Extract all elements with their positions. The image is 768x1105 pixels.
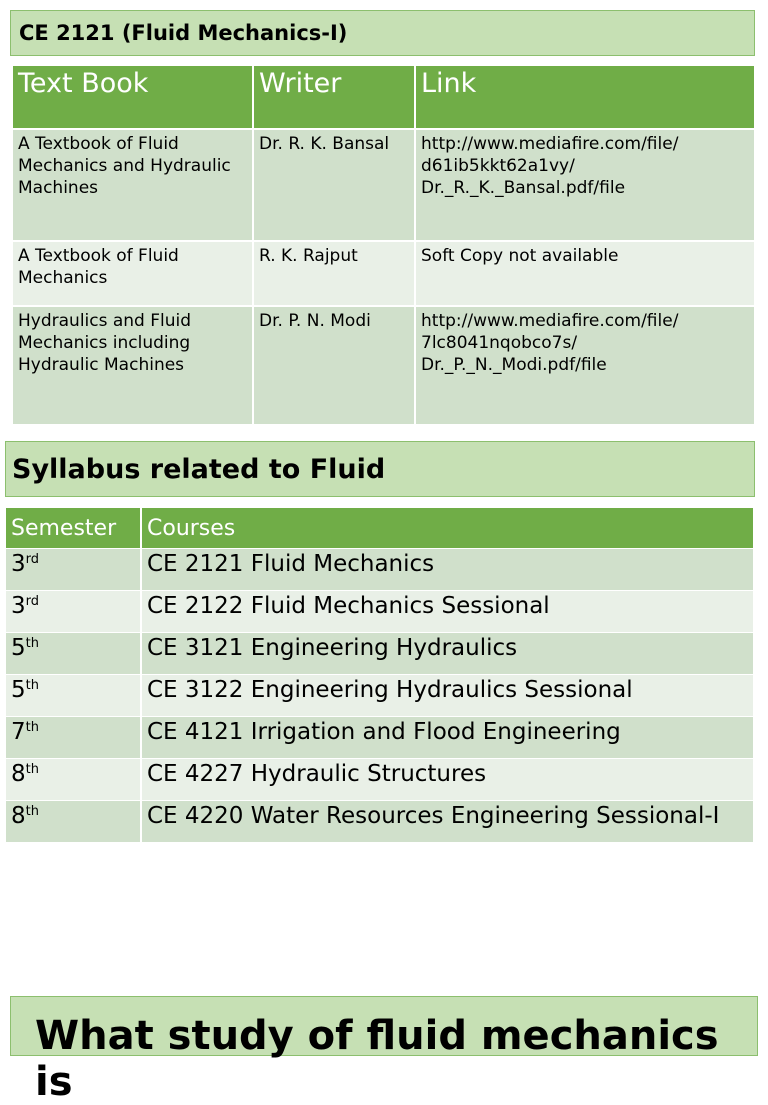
header-courses: Courses — [141, 508, 754, 549]
book-link-line: Soft Copy not available — [421, 246, 619, 266]
semester-suffix: rd — [25, 594, 40, 609]
semester-cell — [6, 801, 141, 843]
book-link-line[interactable]: http://www.mediafire.com/file/ — [421, 134, 679, 154]
course-cell: CE 2121 Fluid Mechanics — [141, 549, 754, 591]
table-row — [13, 129, 755, 241]
semester-number: 3 — [11, 551, 26, 577]
book-link-line[interactable]: 7lc8041nqobco7s/ — [421, 333, 578, 353]
header-link: Link — [415, 66, 755, 129]
semester-cell — [6, 675, 141, 717]
book-writer: Dr. R. K. Bansal — [253, 129, 415, 241]
book-link-line[interactable]: Dr._R._K._Bansal.pdf/file — [421, 178, 626, 198]
book-title: A Textbook of Fluid Mechanics — [13, 241, 253, 306]
semester-number: 8 — [11, 803, 26, 829]
semester-number: 3 — [11, 593, 26, 619]
table-row — [6, 675, 754, 717]
semester-cell — [6, 759, 141, 801]
semester-number: 8 — [11, 761, 26, 787]
table-row — [6, 801, 754, 843]
header-semester: Semester — [6, 508, 141, 549]
course-cell: CE 4220 Water Resources Engineering Sessional-I — [141, 801, 754, 843]
course-cell: CE 3121 Engineering Hydraulics — [141, 633, 754, 675]
book-writer: Dr. P. N. Modi — [253, 306, 415, 425]
syllabus-title: Syllabus related to Fluid — [12, 453, 386, 485]
table-row — [6, 633, 754, 675]
book-writer: R. K. Rajput — [253, 241, 415, 306]
table-row — [6, 591, 754, 633]
book-link[interactable] — [415, 129, 755, 241]
semester-number: 7 — [11, 719, 26, 745]
table-header-row — [13, 66, 755, 129]
book-link — [415, 241, 755, 306]
course-cell: CE 2122 Fluid Mechanics Sessional — [141, 591, 754, 633]
semester-suffix: th — [25, 804, 39, 819]
book-link-line[interactable]: http://www.mediafire.com/file/ — [421, 311, 679, 331]
semester-cell — [6, 591, 141, 633]
course-title-banner — [10, 10, 755, 56]
course-cell: CE 4227 Hydraulic Structures — [141, 759, 754, 801]
semester-suffix: th — [25, 636, 39, 651]
semester-cell — [6, 633, 141, 675]
table-row — [13, 241, 755, 306]
table-row — [6, 549, 754, 591]
header-text-book: Text Book — [13, 66, 253, 129]
table-row — [6, 717, 754, 759]
table-row — [13, 306, 755, 425]
semester-cell — [6, 549, 141, 591]
syllabus-banner — [5, 441, 755, 497]
table-row — [6, 759, 754, 801]
book-title: Hydraulics and Fluid Mechanics including Hydraulic Machines — [13, 306, 253, 425]
course-title: CE 2121 (Fluid Mechanics-I) — [19, 21, 348, 45]
header-writer: Writer — [253, 66, 415, 129]
semester-suffix: th — [25, 762, 39, 777]
course-cell: CE 4121 Irrigation and Flood Engineering — [141, 717, 754, 759]
book-link[interactable] — [415, 306, 755, 425]
semester-number: 5 — [11, 635, 26, 661]
semester-cell — [6, 717, 141, 759]
book-link-line[interactable]: d61ib5kkt62a1vy/ — [421, 156, 575, 176]
textbook-table — [13, 66, 756, 426]
semester-number: 5 — [11, 677, 26, 703]
syllabus-table — [6, 508, 755, 843]
next-section-title: What study of fluid mechanics is — [35, 1013, 719, 1105]
semester-suffix: th — [25, 678, 39, 693]
book-title: A Textbook of Fluid Mechanics and Hydraulic Machines — [13, 129, 253, 241]
course-cell: CE 3122 Engineering Hydraulics Sessional — [141, 675, 754, 717]
semester-suffix: th — [25, 720, 39, 735]
book-link-line[interactable]: Dr._P._N._Modi.pdf/file — [421, 355, 607, 375]
table-header-row — [6, 508, 754, 549]
semester-suffix: rd — [25, 552, 40, 567]
next-section-banner — [10, 996, 758, 1105]
